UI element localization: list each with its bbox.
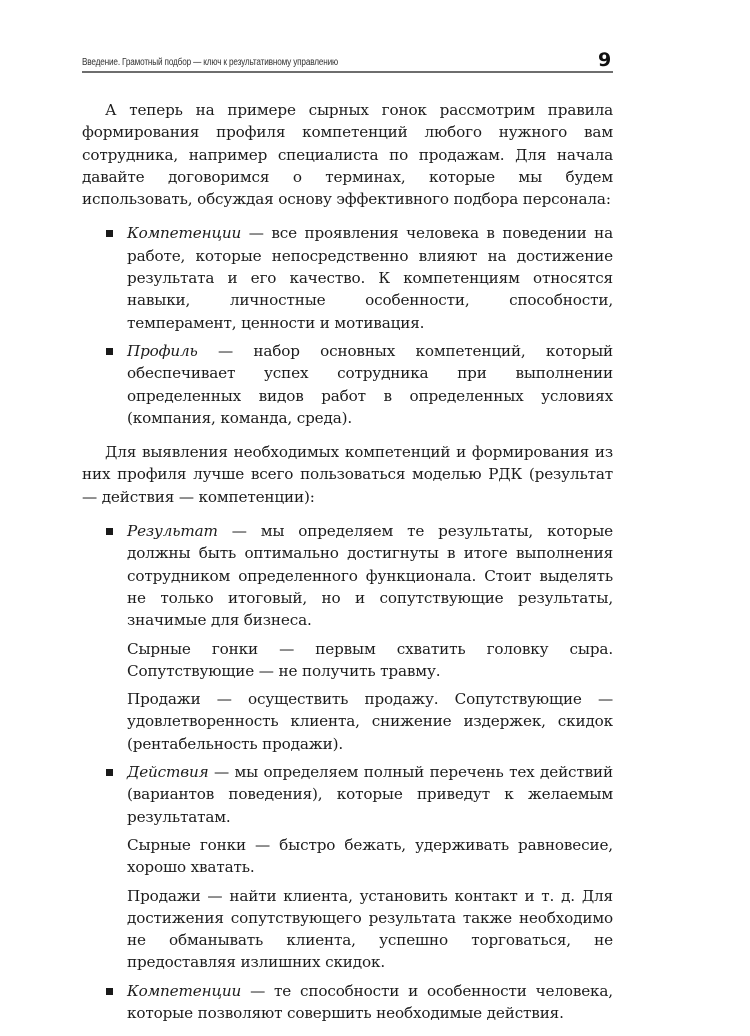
square-bullet-icon	[106, 348, 113, 355]
example-sales: Продажи — осуществить продажу. Сопутствующие — удовлетворенность клиента, снижение издержек, скидок (рентабельность продажи).	[127, 690, 613, 753]
page-number: 9	[597, 49, 611, 71]
term: Действия	[127, 763, 209, 782]
intro-paragraph: А теперь на примере сырных гонок рассмотрим правила формирования профиля компетенций любого нужного вам сотрудника, например специалиста по продажам. Для начала давайте договоримся о терминах, которые мы будем использовать, обсуждая основу эффективного подбора персонала:	[82, 101, 613, 209]
definition: — мы определяем полный перечень тех действий (вариантов поведения), которые приведут к желаемым результатам.	[127, 763, 613, 826]
example-cheese-race: Сырные гонки — первым схватить головку сыра. Сопутствующие — не получить травму.	[127, 639, 613, 680]
term: Профиль	[127, 341, 198, 360]
rdk-model-list	[82, 520, 613, 1024]
term: Результат	[127, 522, 218, 541]
term: Компетенции	[127, 224, 242, 243]
term: Компетенции	[127, 981, 242, 1000]
list-item-competencies-model	[127, 980, 613, 1025]
list-item-competencies	[127, 222, 613, 333]
square-bullet-icon	[106, 769, 113, 776]
running-head	[82, 49, 613, 73]
example-sales: Продажи — найти клиента, установить контакт и т. д. Для достижения сопутствующего результата также необходимо не обманывать клиента, успешно торговаться, не предоставляя излишних скидок.	[127, 886, 613, 972]
definition: — все проявления человека в поведении на работе, которые непосредственно влияют на достижение результата и его качество. К компетенциям относятся навыки, личностные особенности, способности, темперамент, ценности и мотивация.	[127, 224, 613, 332]
list-item-profile	[127, 340, 613, 429]
definition: — те способности и особенности человека, которые позволяют совершить необходимые действия.	[127, 981, 613, 1022]
model-intro-paragraph: Для выявления необходимых компетенций и формирования из них профиля лучше всего пользоваться моделью РДК (результат — действия — компетенции):	[82, 443, 613, 506]
square-bullet-icon	[106, 230, 113, 237]
terms-list	[82, 222, 613, 429]
running-head-title: Введение. Грамотный подбор — ключ к результативному управлению	[82, 57, 339, 68]
page-body	[82, 99, 613, 1036]
definition: — мы определяем те результаты, которые должны быть оптимально достигнуты в итоге выполнения сотрудником определенного функционала. Стоит выделять не только итоговый, но и сопутствующие результаты, значимые для бизнеса.	[127, 522, 613, 630]
list-item-result	[127, 520, 613, 755]
square-bullet-icon	[106, 528, 113, 535]
example-cheese-race: Сырные гонки — быстро бежать, удерживать равновесие, хорошо хватать.	[127, 835, 613, 877]
list-item-actions	[127, 761, 613, 974]
definition: — набор основных компетенций, который обеспечивает успех сотрудника при выполнении определенных видов работ в определенных условиях (компания, команда, среда).	[127, 341, 613, 427]
